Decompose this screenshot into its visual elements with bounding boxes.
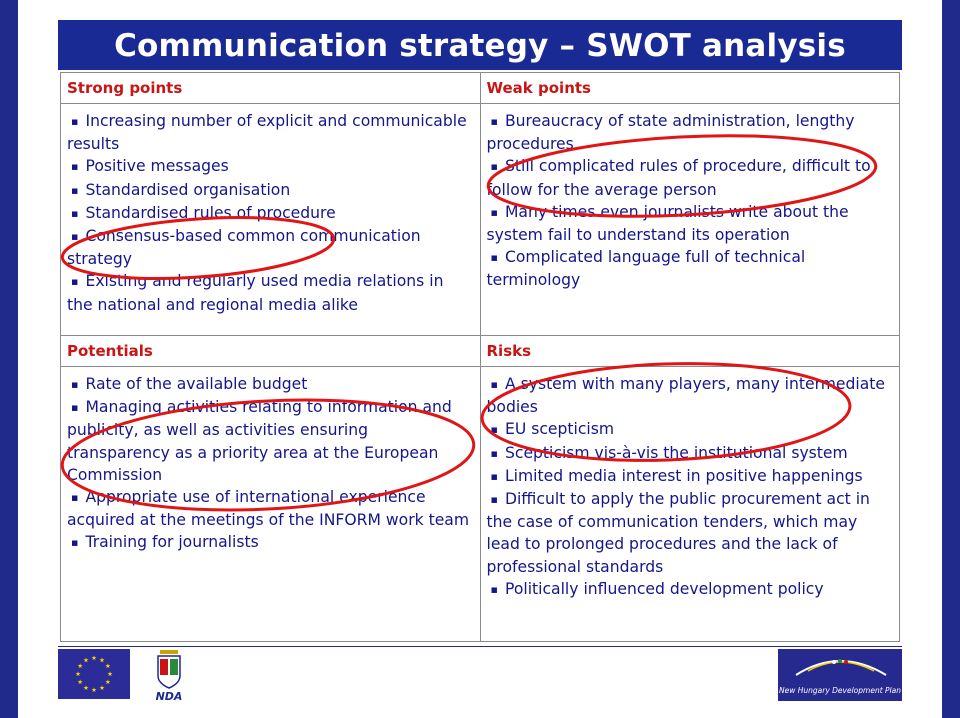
risks-heading: Risks — [480, 336, 900, 367]
list-item: ▪ Standardised organisation — [67, 179, 474, 202]
potentials-list — [67, 373, 474, 555]
list-item: ▪ Bureaucracy of state administration, lengthy procedures — [487, 110, 894, 155]
eu-star — [78, 663, 83, 668]
list-item: ▪ EU scepticism — [487, 418, 894, 441]
potentials-heading: Potentials — [61, 336, 481, 367]
strong-points-heading: Strong points — [61, 73, 481, 104]
list-item: ▪ Scepticism vis-à-vis the institutional system — [487, 442, 894, 465]
weak-points-heading: Weak points — [480, 73, 900, 104]
list-item: ▪ Still complicated rules of procedure, difficult to follow for the average person — [487, 155, 894, 200]
risks-list — [487, 373, 894, 601]
strong-points-list — [67, 110, 474, 316]
list-item: ▪ Complicated language full of technical terminology — [487, 246, 894, 291]
list-item: ▪ Positive messages — [67, 155, 474, 178]
potentials-cell — [61, 367, 481, 642]
eu-stars-icon — [58, 649, 130, 699]
left-border-bar — [0, 0, 18, 718]
eu-star — [92, 687, 97, 692]
eu-star — [105, 679, 110, 684]
eu-star — [100, 658, 105, 663]
eu-star — [100, 685, 105, 690]
list-item: ▪ Limited media interest in positive happenings — [487, 465, 894, 488]
list-item: ▪ Rate of the available budget — [67, 373, 474, 396]
eu-star — [92, 655, 97, 660]
right-border-bar — [942, 0, 960, 718]
eu-star — [105, 663, 110, 668]
coat-of-arms-icon — [148, 648, 190, 702]
list-item: ▪ Consensus-based common communication strategy — [67, 225, 474, 270]
list-item: ▪ Standardised rules of procedure — [67, 202, 474, 225]
weak-points-list — [487, 110, 894, 292]
swot-table — [60, 72, 900, 642]
nda-logo — [148, 648, 190, 702]
list-item: ▪ Training for journalists — [67, 531, 474, 554]
list-item: ▪ Managing activities relating to information and publicity, as well as activities ensuring transparency as a priority area at the European Commission — [67, 396, 474, 486]
eu-star — [78, 679, 83, 684]
new-hungary-development-plan-logo — [778, 649, 902, 701]
eu-flag-logo — [58, 649, 130, 699]
nda-label: NDA — [155, 690, 183, 702]
weak-points-cell — [480, 104, 900, 336]
strong-points-cell — [61, 104, 481, 336]
list-item: ▪ Existing and regularly used media relations in the national and regional media alike — [67, 270, 474, 315]
eu-star — [84, 685, 89, 690]
nhdp-label: New Hungary Development Plan — [779, 686, 901, 695]
footer-divider — [58, 646, 902, 647]
list-item: ▪ Many times even journalists write about the system fail to understand its operation — [487, 201, 894, 246]
page-title: Communication strategy – SWOT analysis — [58, 20, 902, 70]
risks-cell — [480, 367, 900, 642]
eu-star — [76, 671, 81, 676]
list-item: ▪ A system with many players, many intermediate bodies — [487, 373, 894, 418]
list-item: ▪ Increasing number of explicit and communicable results — [67, 110, 474, 155]
list-item: ▪ Appropriate use of international experience acquired at the meetings of the INFORM work team — [67, 486, 474, 531]
bridge-arc-icon — [778, 649, 902, 701]
eu-star — [108, 671, 113, 676]
list-item: ▪ Difficult to apply the public procurement act in the case of communication tenders, which may lead to prolonged procedures and the lack of professional standards — [487, 488, 894, 578]
list-item: ▪ Politically influenced development policy — [487, 578, 894, 601]
eu-star — [84, 658, 89, 663]
